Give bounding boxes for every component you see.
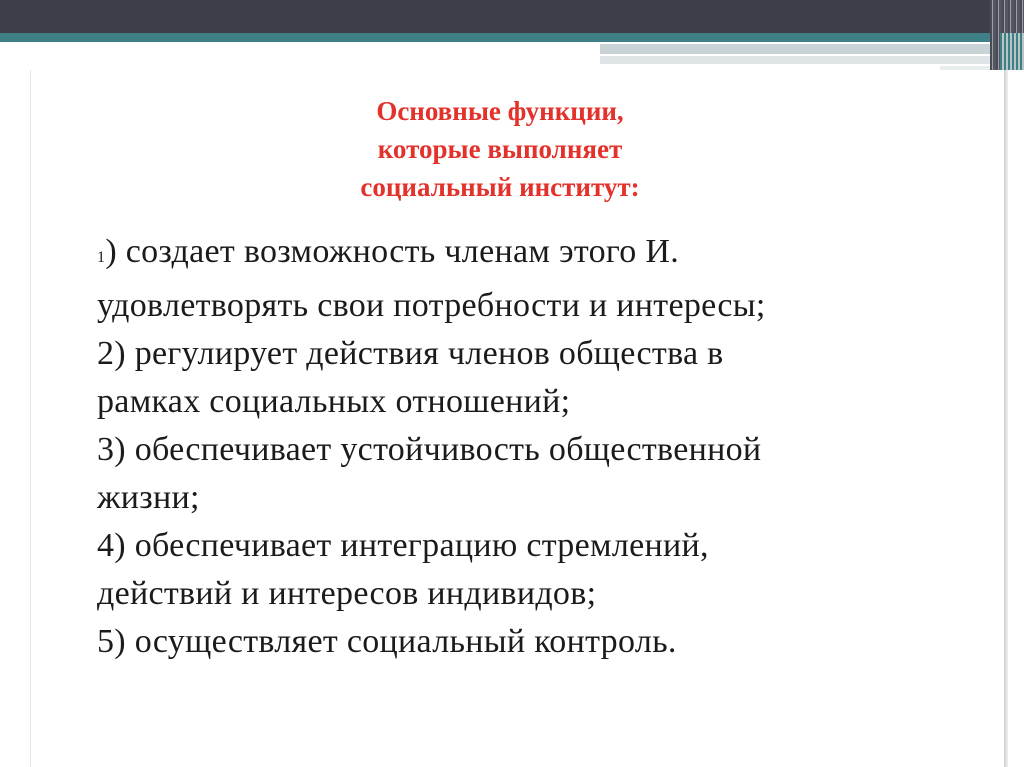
left-border-rule xyxy=(30,70,31,767)
teal-accent-bar xyxy=(0,33,1024,42)
list-item-line: удовлетворять свои потребности и интересы; xyxy=(97,287,766,324)
line-text: ) создает возможность членам этого И. xyxy=(105,233,680,270)
title-line: социальный институт: xyxy=(360,172,640,202)
right-border-rule xyxy=(1004,70,1008,767)
decorative-strip xyxy=(600,44,1005,54)
functions-list xyxy=(97,228,977,666)
list-item-line xyxy=(97,228,977,282)
decorative-stripes xyxy=(1000,33,1024,70)
item-number: 1 xyxy=(97,249,106,266)
top-decorative-band xyxy=(0,0,1024,33)
list-item-line: 3) обеспечивает устойчивость общественной xyxy=(97,431,762,468)
list-item-line: жизни; xyxy=(97,479,200,516)
list-item-line: 4) обеспечивает интеграцию стремлений, xyxy=(97,527,709,564)
list-item-line: рамках социальных отношений; xyxy=(97,383,571,420)
title-line: Основные функции, xyxy=(376,96,624,126)
list-item-line: действий и интересов индивидов; xyxy=(97,575,597,612)
decorative-strip xyxy=(600,56,1005,64)
slide-title xyxy=(240,92,760,206)
list-item-line: 5) осуществляет социальный контроль. xyxy=(97,623,677,660)
list-item-line: 2) регулирует действия членов общества в xyxy=(97,335,724,372)
title-line: которые выполняет xyxy=(377,134,623,164)
